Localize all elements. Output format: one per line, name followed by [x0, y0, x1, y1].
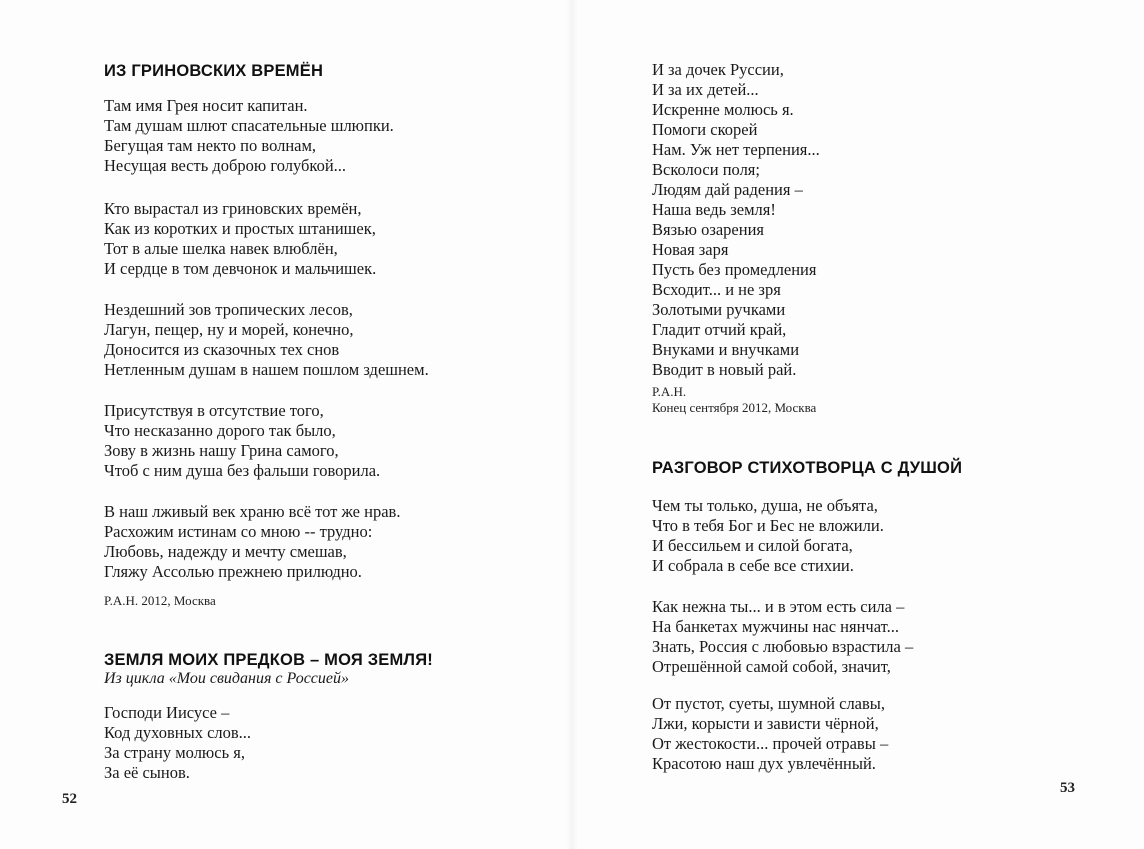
- poem-signature-author: Р.А.Н.: [652, 384, 687, 399]
- stanza: [104, 502, 400, 582]
- verse-line: Бегущая там некто по волнам,: [104, 136, 317, 155]
- verse-line: Всходит... и не зря: [652, 280, 781, 299]
- verse-line: Чтоб с ним душа без фальши говорила.: [104, 461, 381, 480]
- verse-line: Искренне молюсь я.: [652, 100, 794, 119]
- verse-line: Нетленным душам в нашем пошлом здешнем.: [104, 360, 429, 379]
- stanza: [104, 300, 429, 380]
- verse-line: От пустот, суеты, шумной славы,: [652, 694, 886, 713]
- stanza: [652, 597, 913, 677]
- verse-line: Лжи, корысти и зависти чёрной,: [652, 714, 879, 733]
- verse-line: Помоги скорей: [652, 120, 758, 139]
- verse-line: Несущая весть доброю голубкой...: [104, 156, 347, 175]
- poem-signature: Р.А.Н. 2012, Москва: [104, 593, 216, 608]
- verse-line: Зову в жизнь нашу Грина самого,: [104, 441, 339, 460]
- verse-line: Вводит в новый рай.: [652, 360, 797, 379]
- poem-subtitle: Из цикла «Мои свидания с Россией»: [104, 670, 349, 687]
- poem-title: РАЗГОВОР СТИХОТВОРЦА С ДУШОЙ: [652, 459, 963, 477]
- verse-line: Нам. Уж нет терпения...: [652, 140, 820, 159]
- verse-line: Кто вырастал из гриновских времён,: [104, 199, 362, 218]
- verse-line: Там душам шлют спасательные шлюпки.: [104, 116, 394, 135]
- stanza: [104, 401, 380, 481]
- verse-line: Знать, Россия с любовью взрастила –: [652, 637, 914, 656]
- stanza: [104, 703, 251, 783]
- verse-line: Новая заря: [652, 240, 729, 259]
- verse-line: В наш лживый век храню всё тот же нрав.: [104, 502, 401, 521]
- verse-line: Золотыми ручками: [652, 300, 786, 319]
- poem-title: ИЗ ГРИНОВСКИХ ВРЕМЁН: [104, 62, 324, 80]
- verse-line: Господи Иисусе –: [104, 703, 230, 722]
- verse-line: Внуками и внучками: [652, 340, 800, 359]
- verse-line: Вязью озарения: [652, 220, 765, 239]
- verse-line: И бессильем и силой богата,: [652, 536, 853, 555]
- verse-line: Чем ты только, душа, не объята,: [652, 496, 878, 515]
- page-number: 52: [62, 791, 77, 807]
- verse-line: Любовь, надежду и мечту смешав,: [104, 542, 347, 561]
- page-number: 53: [1060, 780, 1075, 796]
- verse-line: Людям дай радения –: [652, 180, 803, 199]
- verse-line: Лагун, пещер, ну и морей, конечно,: [104, 320, 354, 339]
- verse-line: Пусть без промедления: [652, 260, 817, 279]
- right-page: [572, 0, 1144, 849]
- verse-line: На банкетах мужчины нас нянчат...: [652, 617, 899, 636]
- verse-line: Что в тебя Бог и Бес не вложили.: [652, 516, 884, 535]
- verse-line: Гляжу Ассолью прежнею прилюдно.: [104, 562, 362, 581]
- verse-line: Доносится из сказочных тех снов: [104, 340, 340, 359]
- verse-line: И собрала в себе все стихии.: [652, 556, 854, 575]
- poem-signature-date: Конец сентября 2012, Москва: [652, 400, 817, 415]
- verse-line: И сердце в том девчонок и мальчишек.: [104, 259, 377, 278]
- verse-line: Как из коротких и простых штанишек,: [104, 219, 376, 238]
- verse-line: Красотою наш дух увлечённый.: [652, 754, 876, 773]
- verse-line: Присутствуя в отсутствие того,: [104, 401, 324, 420]
- verse-line: Отрешённой самой собой, значит,: [652, 657, 891, 676]
- verse-line: Что несказанно дорого так было,: [104, 421, 336, 440]
- verse-line: И за их детей...: [652, 80, 759, 99]
- verse-line: За её сынов.: [104, 763, 190, 782]
- verse-line: Гладит отчий край,: [652, 320, 787, 339]
- verse-line: От жестокости... прочей отравы –: [652, 734, 889, 753]
- stanza: [652, 60, 820, 380]
- verse-line: Как нежна ты... и в этом есть сила –: [652, 597, 905, 616]
- stanza: [652, 496, 884, 576]
- verse-line: Тот в алые шелка навек влюблён,: [104, 239, 338, 258]
- stanza: [104, 96, 394, 176]
- verse-line: Нездешний зов тропических лесов,: [104, 300, 353, 319]
- poem-title: ЗЕМЛЯ МОИХ ПРЕДКОВ – МОЯ ЗЕМЛЯ!: [104, 651, 433, 669]
- verse-line: И за дочек Руссии,: [652, 60, 784, 79]
- verse-line: Расхожим истинам со мною -- трудно:: [104, 522, 373, 541]
- verse-line: Наша ведь земля!: [652, 200, 776, 219]
- verse-line: Всколоси поля;: [652, 160, 760, 179]
- verse-line: Там имя Грея носит капитан.: [104, 96, 308, 115]
- stanza: [652, 694, 888, 774]
- verse-line: Код духовных слов...: [104, 723, 252, 742]
- stanza: [104, 199, 376, 279]
- verse-line: За страну молюсь я,: [104, 743, 245, 762]
